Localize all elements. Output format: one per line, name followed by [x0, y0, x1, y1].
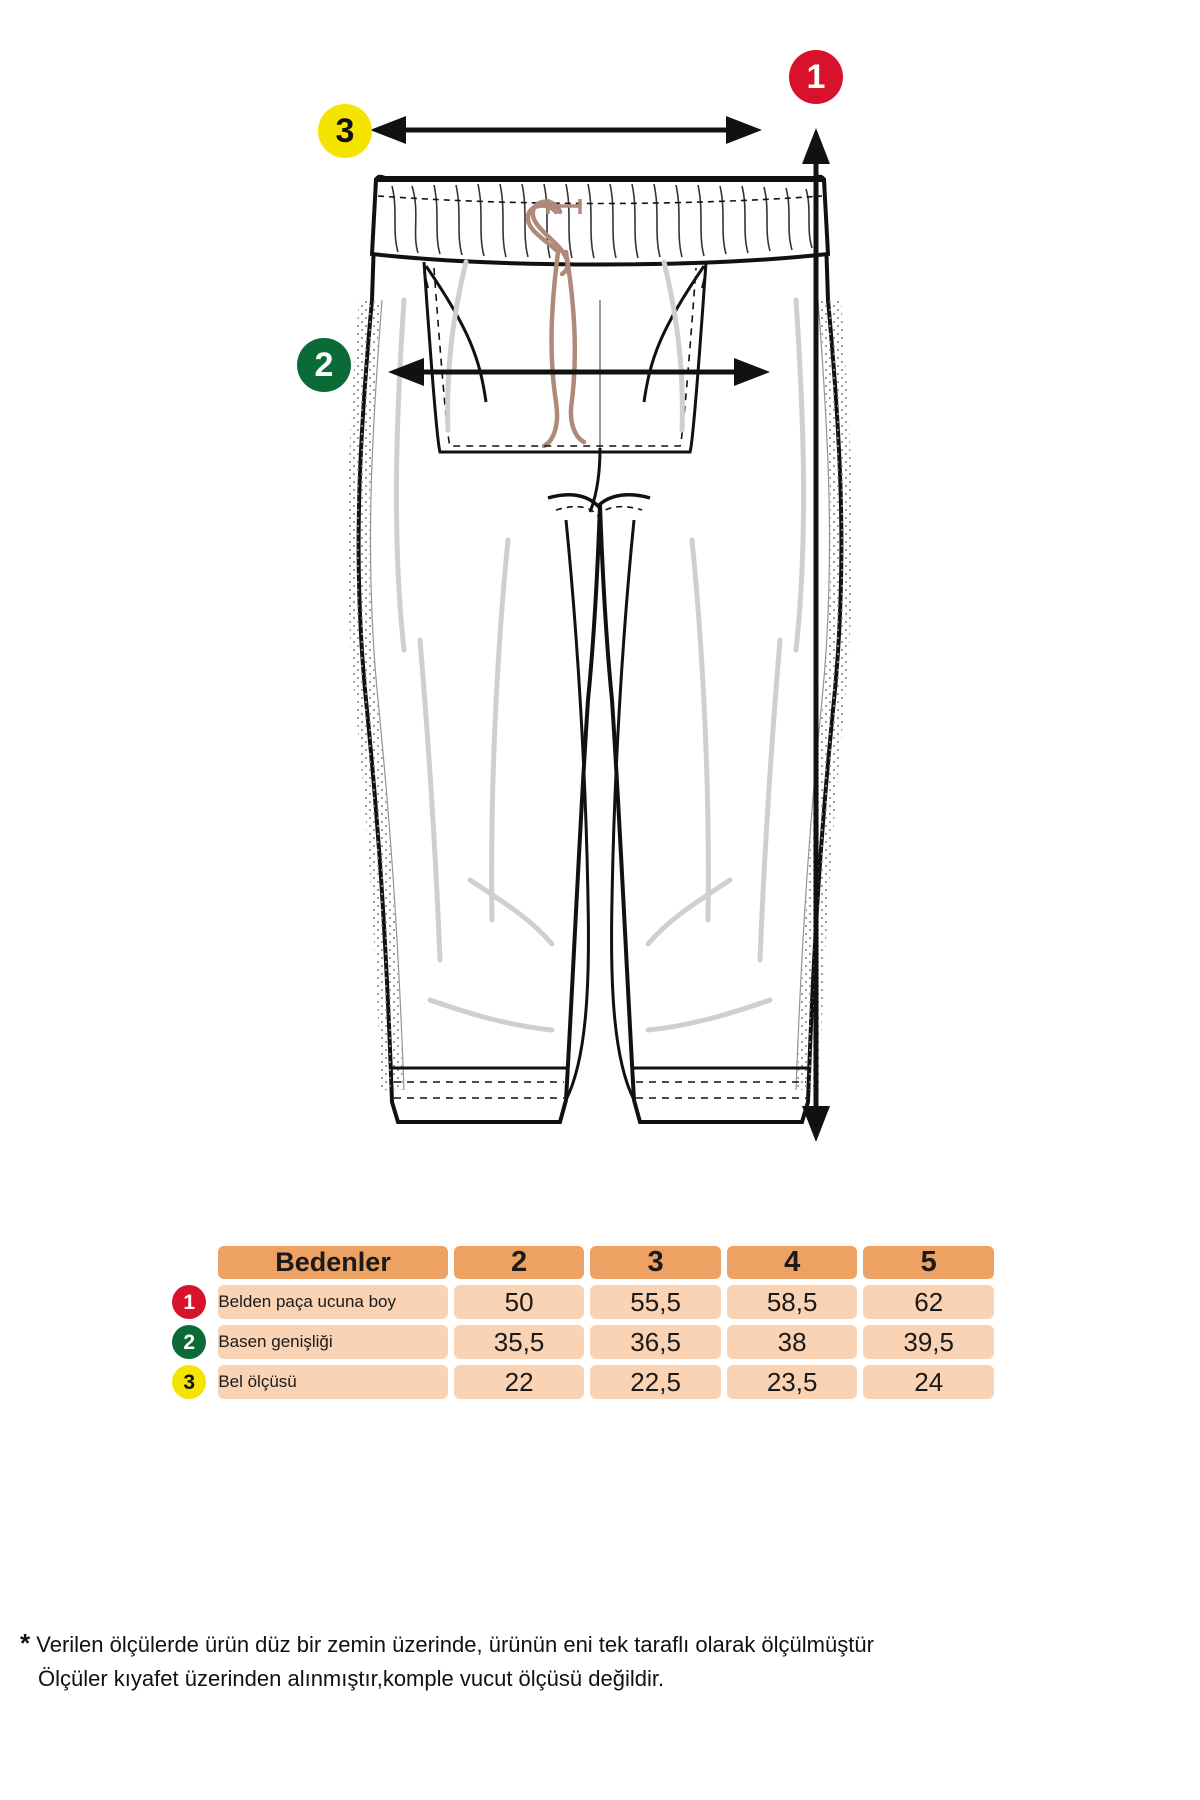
- header-label-cell: Bedenler: [218, 1246, 448, 1279]
- dimension-arrow-waist: [370, 116, 762, 144]
- row-2-size-5: 39,5: [863, 1325, 994, 1359]
- row-label-2: Basen genişliği: [218, 1325, 448, 1359]
- row-3-size-3: 22,5: [590, 1365, 721, 1399]
- row-marker-2: 2: [172, 1325, 206, 1359]
- row-1-size-4: 58,5: [727, 1285, 858, 1319]
- row-1-size-3: 55,5: [590, 1285, 721, 1319]
- row-3-size-4: 23,5: [727, 1365, 858, 1399]
- header-size-3: 3: [590, 1246, 721, 1279]
- table-header-row: [166, 1246, 994, 1279]
- row-1-size-2: 50: [454, 1285, 585, 1319]
- row-2-size-4: 38: [727, 1325, 858, 1359]
- row-2-size-3: 36,5: [590, 1325, 721, 1359]
- footnote-line-2: Ölçüler kıyafet üzerinden alınmıştır,komple vucut ölçüsü değildir.: [38, 1665, 665, 1691]
- footnote-line-1: Verilen ölçülerde ürün düz bir zemin üzerinde, ürünün eni tek taraflı olarak ölçülmüştür: [36, 1632, 874, 1657]
- row-marker-cell-1: [166, 1285, 212, 1319]
- row-marker-3: 3: [172, 1365, 206, 1399]
- row-marker-1: 1: [172, 1285, 206, 1319]
- row-3-size-5: 24: [863, 1365, 994, 1399]
- row-marker-cell-2: [166, 1325, 212, 1359]
- footnote: [20, 1625, 1180, 1695]
- row-1-size-5: 62: [863, 1285, 994, 1319]
- size-table-wrapper: [160, 1240, 1000, 1405]
- row-label-3: Bel ölçüsü: [218, 1365, 448, 1399]
- row-label-1: Belden paça ucuna boy: [218, 1285, 448, 1319]
- header-size-5: 5: [863, 1246, 994, 1279]
- diagram-marker-1: 1: [789, 50, 843, 104]
- size-table: [160, 1240, 1000, 1405]
- row-marker-cell-3: [166, 1365, 212, 1399]
- row-3-size-2: 22: [454, 1365, 585, 1399]
- header-badge-spacer: [166, 1246, 212, 1279]
- table-row: [166, 1325, 994, 1359]
- footnote-star: *: [20, 1628, 31, 1658]
- header-size-4: 4: [727, 1246, 858, 1279]
- table-row: [166, 1285, 994, 1319]
- diagram-marker-2: 2: [297, 338, 351, 392]
- header-size-2: 2: [454, 1246, 585, 1279]
- diagram-marker-3: 3: [318, 104, 372, 158]
- row-2-size-2: 35,5: [454, 1325, 585, 1359]
- pants-outline: [358, 177, 841, 1122]
- table-row: [166, 1365, 994, 1399]
